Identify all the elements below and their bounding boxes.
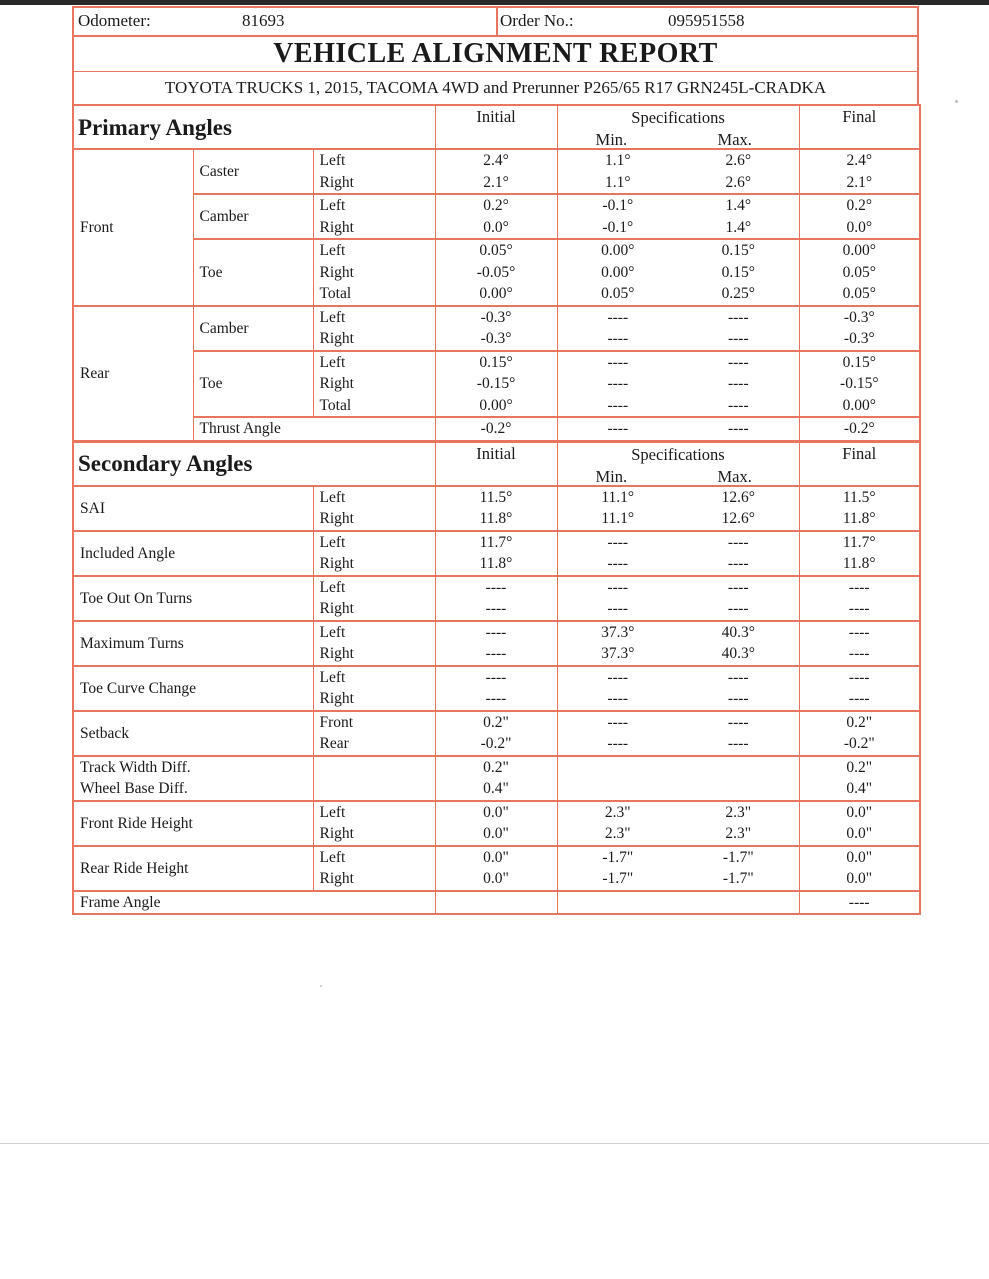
initial-value: 11.5° <box>435 486 557 509</box>
final-value: 0.0" <box>799 868 920 891</box>
initial-value: ---- <box>435 598 557 621</box>
final-value: -0.3° <box>799 306 920 329</box>
odometer-cell <box>74 8 498 35</box>
initial-value: 0.0° <box>435 217 557 240</box>
side-label: Total <box>313 395 435 418</box>
final-value: ---- <box>799 621 920 644</box>
group-label: Setback <box>73 711 313 756</box>
side-label: Left <box>313 801 435 824</box>
final-value: ---- <box>799 598 920 621</box>
initial-value: 0.0" <box>435 868 557 891</box>
max-value: 2.6° <box>678 172 799 195</box>
side-label: Front <box>313 711 435 734</box>
final-value: 0.05° <box>799 262 920 284</box>
min-value: 0.00° <box>557 262 678 284</box>
side-label: Left <box>313 306 435 329</box>
final-value: ---- <box>799 688 920 711</box>
final-value: 0.00° <box>799 395 920 418</box>
max-value: 40.3° <box>678 621 799 644</box>
table-row <box>73 576 920 599</box>
col-specifications <box>557 442 799 486</box>
final-value: ---- <box>799 643 920 666</box>
col-max: Max. <box>717 466 752 486</box>
col-final: Final <box>799 105 920 149</box>
final-value: 0.2" <box>799 756 920 779</box>
rear-camber-label: Camber <box>193 306 313 351</box>
side-label: Right <box>313 373 435 395</box>
side-label <box>313 756 435 779</box>
min-value: -0.1° <box>557 217 678 240</box>
side-label: Rear <box>313 733 435 756</box>
max-value <box>678 756 799 779</box>
min-value: ---- <box>557 395 678 418</box>
max-value: -1.7" <box>678 868 799 891</box>
final-value: 11.8° <box>799 508 920 531</box>
max-value: ---- <box>678 417 799 440</box>
final-value: 0.05° <box>799 283 920 306</box>
side-label: Right <box>313 217 435 240</box>
initial-value: 0.4" <box>435 778 557 801</box>
scan-speck <box>320 985 322 987</box>
max-value: 1.4° <box>678 194 799 217</box>
max-value: 12.6° <box>678 486 799 509</box>
primary-angles-title: Primary Angles <box>73 105 435 149</box>
min-value: 37.3° <box>557 621 678 644</box>
table-row <box>73 149 920 172</box>
max-value: 40.3° <box>678 643 799 666</box>
final-value: -0.3° <box>799 328 920 351</box>
side-label: Left <box>313 666 435 689</box>
initial-value: ---- <box>435 643 557 666</box>
final-value: 0.15° <box>799 351 920 374</box>
max-value: 0.25° <box>678 283 799 306</box>
rear-label: Rear <box>73 306 193 441</box>
report-title: VEHICLE ALIGNMENT REPORT <box>72 35 919 71</box>
side-label: Left <box>313 531 435 554</box>
max-value: 0.15° <box>678 239 799 262</box>
min-value: ---- <box>557 531 678 554</box>
initial-value: 0.00° <box>435 283 557 306</box>
initial-value: 0.2" <box>435 711 557 734</box>
initial-value: ---- <box>435 688 557 711</box>
odometer-value: 81693 <box>242 11 285 30</box>
side-label: Right <box>313 868 435 891</box>
max-value: ---- <box>678 373 799 395</box>
vehicle-description: TOYOTA TRUCKS 1, 2015, TACOMA 4WD and Prerunner P265/65 R17 GRN245L-CRADKA <box>72 71 919 104</box>
final-value: ---- <box>799 666 920 689</box>
order-cell <box>498 8 917 35</box>
table-row <box>73 306 920 329</box>
initial-value: ---- <box>435 666 557 689</box>
group-label: Track Width Diff. <box>73 756 313 779</box>
table-row <box>73 846 920 869</box>
spec-value <box>557 891 799 915</box>
side-label <box>313 778 435 801</box>
initial-value: 0.05° <box>435 239 557 262</box>
max-value: ---- <box>678 531 799 554</box>
scan-bottom-edge <box>0 1143 989 1144</box>
min-value: 11.1° <box>557 508 678 531</box>
min-value: ---- <box>557 733 678 756</box>
initial-value: 11.8° <box>435 553 557 576</box>
report-header-row <box>72 6 919 35</box>
initial-value: 0.2° <box>435 194 557 217</box>
specifications-label: Specifications <box>631 444 725 464</box>
group-label: SAI <box>73 486 313 531</box>
min-value: 0.05° <box>557 283 678 306</box>
group-label: Rear Ride Height <box>73 846 313 891</box>
col-initial: Initial <box>435 442 557 486</box>
final-value: 0.0" <box>799 846 920 869</box>
side-label: Left <box>313 351 435 374</box>
final-value: 2.1° <box>799 172 920 195</box>
table-row <box>73 801 920 824</box>
initial-value <box>435 891 557 915</box>
min-value: ---- <box>557 553 678 576</box>
max-value: ---- <box>678 688 799 711</box>
min-value: ---- <box>557 598 678 621</box>
rear-toe-label: Toe <box>193 351 313 418</box>
table-row <box>73 891 920 915</box>
col-min: Min. <box>595 130 628 149</box>
initial-value: 11.8° <box>435 508 557 531</box>
min-value: ---- <box>557 711 678 734</box>
min-value: -1.7" <box>557 846 678 869</box>
specifications-label: Specifications <box>631 108 725 127</box>
side-label: Left <box>313 239 435 262</box>
group-label: Wheel Base Diff. <box>73 778 313 801</box>
final-value: 0.2" <box>799 711 920 734</box>
final-value: 11.7° <box>799 531 920 554</box>
max-value: ---- <box>678 598 799 621</box>
final-value: -0.2" <box>799 733 920 756</box>
min-value: 2.3" <box>557 823 678 846</box>
initial-value: 0.00° <box>435 395 557 418</box>
final-value: 0.0" <box>799 823 920 846</box>
max-value: 2.3" <box>678 823 799 846</box>
min-value: -1.7" <box>557 868 678 891</box>
table-row <box>73 194 920 217</box>
min-value: 0.00° <box>557 239 678 262</box>
final-value: 0.00° <box>799 239 920 262</box>
secondary-header-row <box>73 442 920 486</box>
max-value: ---- <box>678 711 799 734</box>
group-label: Toe Out On Turns <box>73 576 313 621</box>
initial-value: ---- <box>435 621 557 644</box>
initial-value: 0.2" <box>435 756 557 779</box>
table-row <box>73 666 920 689</box>
initial-value: 0.0" <box>435 823 557 846</box>
min-value <box>557 756 678 779</box>
max-value: ---- <box>678 666 799 689</box>
group-label: Maximum Turns <box>73 621 313 666</box>
scan-top-edge <box>0 0 989 5</box>
max-value: 2.6° <box>678 149 799 172</box>
max-value: ---- <box>678 733 799 756</box>
side-label: Left <box>313 576 435 599</box>
max-value: ---- <box>678 576 799 599</box>
side-label: Right <box>313 643 435 666</box>
max-value: 1.4° <box>678 217 799 240</box>
final-value: 11.8° <box>799 553 920 576</box>
initial-value: -0.3° <box>435 306 557 329</box>
min-value: 2.3" <box>557 801 678 824</box>
col-initial: Initial <box>435 105 557 149</box>
side-label: Right <box>313 172 435 195</box>
initial-value: 0.0" <box>435 846 557 869</box>
initial-value: -0.3° <box>435 328 557 351</box>
initial-value: ---- <box>435 576 557 599</box>
initial-value: 2.4° <box>435 149 557 172</box>
min-value: ---- <box>557 328 678 351</box>
side-label: Right <box>313 598 435 621</box>
min-value: ---- <box>557 417 678 440</box>
initial-value: -0.2° <box>435 417 557 440</box>
min-value: ---- <box>557 351 678 374</box>
max-value: 2.3" <box>678 801 799 824</box>
final-value: 11.5° <box>799 486 920 509</box>
max-value: -1.7" <box>678 846 799 869</box>
side-label: Left <box>313 846 435 869</box>
min-value: ---- <box>557 373 678 395</box>
group-label: Included Angle <box>73 531 313 576</box>
max-value <box>678 778 799 801</box>
final-value: 2.4° <box>799 149 920 172</box>
table-row <box>73 711 920 734</box>
min-value: ---- <box>557 306 678 329</box>
side-label: Right <box>313 262 435 284</box>
scan-speck <box>955 100 958 103</box>
table-row <box>73 417 920 440</box>
min-value <box>557 778 678 801</box>
secondary-angles-table <box>72 441 921 916</box>
table-row <box>73 778 920 801</box>
min-value: ---- <box>557 688 678 711</box>
initial-value: -0.2" <box>435 733 557 756</box>
side-label: Right <box>313 823 435 846</box>
min-value: 1.1° <box>557 172 678 195</box>
min-value: 11.1° <box>557 486 678 509</box>
table-row <box>73 239 920 262</box>
side-label: Right <box>313 508 435 531</box>
group-label: Front Ride Height <box>73 801 313 846</box>
max-value: 12.6° <box>678 508 799 531</box>
max-value: ---- <box>678 351 799 374</box>
initial-value: 0.15° <box>435 351 557 374</box>
final-value: ---- <box>799 576 920 599</box>
min-value: ---- <box>557 666 678 689</box>
table-row <box>73 621 920 644</box>
side-label: Right <box>313 328 435 351</box>
side-label: Left <box>313 486 435 509</box>
side-label: Right <box>313 688 435 711</box>
final-value: -0.2° <box>799 417 920 440</box>
final-value: 0.4" <box>799 778 920 801</box>
side-label: Total <box>313 283 435 306</box>
group-label: Toe Curve Change <box>73 666 313 711</box>
max-value: ---- <box>678 306 799 329</box>
odometer-label: Odometer: <box>78 11 151 30</box>
max-value: ---- <box>678 553 799 576</box>
col-max: Max. <box>717 130 752 149</box>
min-value: 37.3° <box>557 643 678 666</box>
caster-label: Caster <box>193 149 313 194</box>
toe-label: Toe <box>193 239 313 306</box>
max-value: ---- <box>678 395 799 418</box>
initial-value: 11.7° <box>435 531 557 554</box>
table-row <box>73 531 920 554</box>
col-final: Final <box>799 442 920 486</box>
table-row <box>73 486 920 509</box>
side-label: Left <box>313 621 435 644</box>
initial-value: -0.15° <box>435 373 557 395</box>
max-value: ---- <box>678 328 799 351</box>
min-value: -0.1° <box>557 194 678 217</box>
secondary-angles-title: Secondary Angles <box>73 442 435 486</box>
table-row <box>73 756 920 779</box>
side-label: Right <box>313 553 435 576</box>
alignment-report <box>72 6 919 915</box>
primary-header-row <box>73 105 920 149</box>
primary-angles-table <box>72 104 921 441</box>
initial-value: 0.0" <box>435 801 557 824</box>
side-label: Left <box>313 194 435 217</box>
table-row <box>73 351 920 374</box>
initial-value: 2.1° <box>435 172 557 195</box>
final-value: 0.0° <box>799 217 920 240</box>
final-value: 0.2° <box>799 194 920 217</box>
min-value: ---- <box>557 576 678 599</box>
final-value: 0.0" <box>799 801 920 824</box>
camber-label: Camber <box>193 194 313 239</box>
thrust-angle-label: Thrust Angle <box>193 417 435 440</box>
col-specifications <box>557 105 799 149</box>
min-value: 1.1° <box>557 149 678 172</box>
initial-value: -0.05° <box>435 262 557 284</box>
final-value: -0.15° <box>799 373 920 395</box>
col-min: Min. <box>595 466 628 486</box>
frame-angle-label: Frame Angle <box>73 891 435 915</box>
front-label: Front <box>73 149 193 306</box>
max-value: 0.15° <box>678 262 799 284</box>
order-label: Order No.: <box>500 11 574 30</box>
order-value: 095951558 <box>668 11 745 30</box>
final-value: ---- <box>799 891 920 915</box>
side-label: Left <box>313 149 435 172</box>
